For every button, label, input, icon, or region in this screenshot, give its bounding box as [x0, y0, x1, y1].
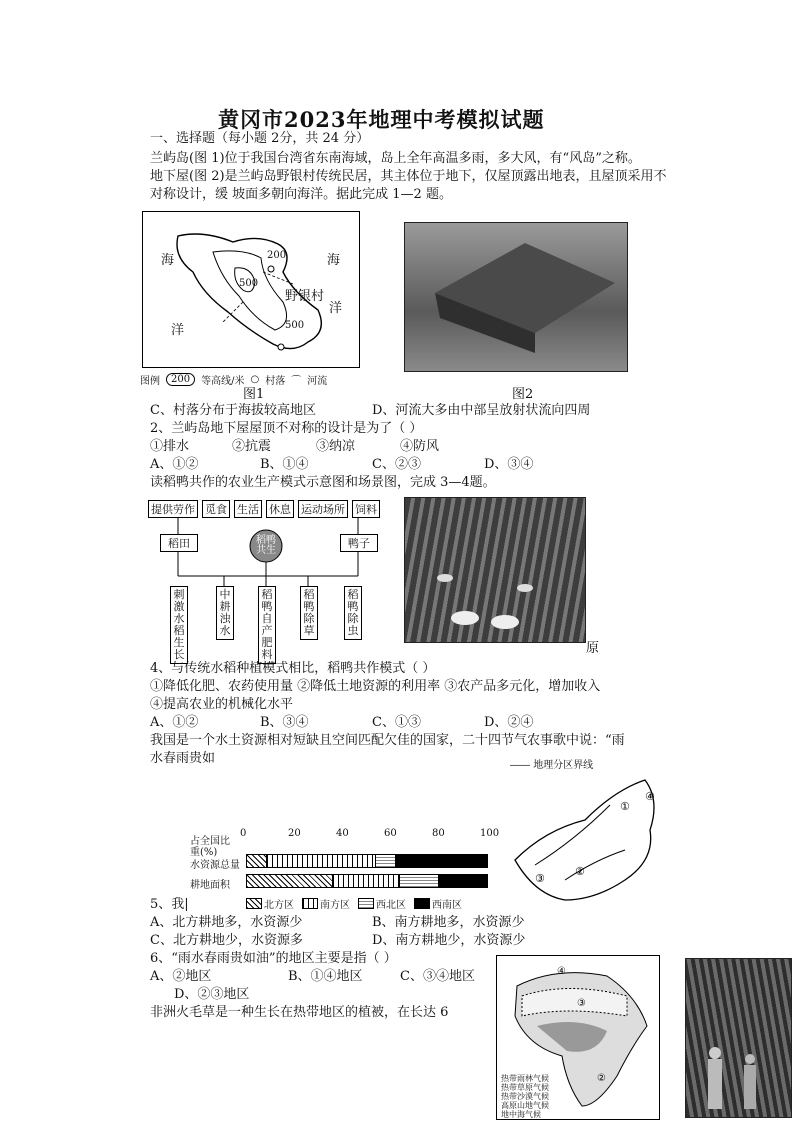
rice-duck-photo — [404, 497, 586, 643]
africa-climate-map — [496, 955, 660, 1120]
statement: ①排水 — [150, 439, 190, 454]
figure-caption: 图1 — [243, 387, 265, 402]
legend-swatch — [302, 898, 318, 909]
chart-tick-label: 80 — [432, 828, 445, 839]
flow-box: 休息 — [266, 500, 294, 518]
flow-box: 提供劳作 — [148, 500, 198, 518]
question-stem: 5、我| — [150, 897, 189, 912]
statement: ①降低化肥、农药使用量 ②降低土地资源的利用率 ③农产品多元化，增加收入 — [150, 679, 601, 694]
rice-field-box: 稻田 — [160, 534, 198, 552]
bar-segment-西南区 — [439, 875, 487, 887]
map-legend-text: 地理分区界线 — [533, 760, 594, 771]
chart-tick-label: 60 — [384, 828, 397, 839]
flow-vertical-box: 稻鸭除虫 — [344, 586, 362, 640]
cropped-text: 原 — [586, 641, 600, 656]
legend-entry — [358, 896, 406, 911]
map-legend-line: ―― 地理分区界线 — [510, 760, 594, 771]
flow-box: 运动场所 — [298, 500, 348, 518]
chart-ylabel: 占全国比重(%) — [190, 836, 230, 858]
svg-text:④: ④ — [557, 966, 566, 977]
contour-label: 500 — [239, 278, 259, 289]
intro-text: 我国是一个水土资源相对短缺且空间匹配欠佳的国家，二十四节气农事歌中说：“雨 — [150, 733, 625, 748]
option-text: C、北方耕地少，水资源多 — [150, 933, 303, 948]
legend-village-icon: ○ — [250, 374, 260, 385]
symbiosis-label: 稻鸭共生 — [256, 535, 276, 556]
china-map-svg — [505, 770, 665, 910]
legend-swatch — [246, 898, 262, 909]
legend-river-text: 河流 — [307, 376, 328, 387]
grass-photo — [685, 958, 792, 1118]
chart-tick-label: 20 — [288, 828, 301, 839]
option-text: B、③④ — [260, 715, 309, 730]
photo-sketch — [405, 223, 627, 371]
legend-label: 图例 — [140, 376, 160, 387]
chart-tick-label: 40 — [336, 828, 349, 839]
option-text: C、①③ — [372, 715, 421, 730]
option-text: D、③④ — [484, 457, 534, 472]
svg-text:③: ③ — [577, 998, 586, 1009]
flow-vertical-box: 刺激水稻生长 — [170, 586, 188, 664]
bar-segment-西北区 — [376, 855, 396, 867]
statement: ②抗震 — [232, 439, 272, 454]
flow-vertical-box: 中耕浊水 — [216, 586, 234, 640]
contour-label: 200 — [267, 250, 287, 261]
bar-segment-南方区 — [333, 875, 400, 887]
question-stem: 6、“雨水春雨贵如油”的地区主要是指（ ） — [150, 951, 397, 966]
legend-entry — [246, 896, 294, 911]
village-dot — [278, 344, 284, 350]
intro-text: 读稻鸭共作的农业生产模式示意图和场景图，完成 3—4题。 — [150, 475, 496, 490]
question-stem: 2、兰屿岛地下屋屋顶不对称的设计是为了（ ） — [150, 421, 423, 436]
chart-category-label: 耕地面积 — [190, 880, 230, 891]
option-text: A、北方耕地多，水资源少 — [150, 915, 303, 930]
legend-label: 西北区 — [376, 900, 406, 911]
legend-entry — [414, 896, 462, 911]
question-stem: 4、与传统水稻种植模式相比，稻鸭共作模式（ ） — [150, 661, 436, 676]
intro-text: 对称设计，缓 坡面多朝向海洋。据此完成 1—2 题。 — [150, 187, 452, 202]
flow-box: 饲料 — [352, 500, 380, 518]
legend-swatch — [358, 898, 374, 909]
bar-segment-西南区 — [396, 855, 487, 867]
legend-item: 热带草原气候 — [501, 1083, 549, 1092]
chart-x-ticks — [240, 828, 500, 840]
legend-entry — [302, 896, 350, 911]
sea-label: 海 — [161, 253, 175, 268]
legend-contour-text: 等高线/米 — [201, 376, 245, 387]
intro-text: 非洲火毛草是一种生长在热带地区的植被，在长达 6 — [150, 1005, 449, 1020]
svg-text:③: ③ — [535, 872, 545, 885]
bar-segment-北方区 — [247, 855, 267, 867]
bar-segment-西北区 — [400, 875, 439, 887]
legend-contour-symbol: 200 — [166, 373, 195, 386]
contour-200 — [213, 251, 287, 330]
village-dot — [268, 266, 274, 272]
chart-legend — [246, 896, 462, 911]
option-text: B、南方耕地多，水资源少 — [372, 915, 525, 930]
statement: ③纳凉 — [316, 439, 356, 454]
duck-sketch — [405, 498, 585, 642]
village-label: 野银村 — [285, 289, 325, 304]
intro-text: 水春雨贵如 — [150, 751, 216, 766]
underground-house-photo — [404, 222, 628, 372]
intro-text: 地下屋(图 2)是兰屿岛野银村传统民居，其主体位于地下，仅屋顶露出地表，且屋顶采用不 — [150, 169, 667, 184]
option-text: C、②③ — [372, 457, 421, 472]
ocean-label: 洋 — [171, 323, 185, 338]
option-text: D、南方耕地少，水资源少 — [372, 933, 526, 948]
legend-river-icon: ⌒ — [291, 376, 302, 387]
flow-box: 觅食 — [202, 500, 230, 518]
legend-swatch — [414, 898, 430, 909]
africa-legend — [501, 1074, 549, 1119]
option-text: D、河流大多由中部呈放射状流向四周 — [372, 403, 591, 418]
flow-box: 生活 — [234, 500, 262, 518]
island-map-svg — [143, 212, 359, 367]
option-text: C、村落分布于海拔较高地区 — [150, 403, 316, 418]
figure-caption: 图2 — [512, 387, 534, 402]
ocean-label: 洋 — [329, 301, 343, 316]
page-title: 黄冈市2023年地理中考模拟试题 — [218, 107, 545, 132]
rice-duck-diagram — [148, 498, 388, 661]
chart-category-label: 水资源总量 — [190, 860, 240, 871]
island-map — [142, 211, 360, 368]
chart-tick-label: 0 — [240, 828, 247, 839]
top-row — [148, 500, 380, 518]
option-text: A、①② — [150, 457, 199, 472]
map-legend — [140, 372, 327, 387]
svg-text:②: ② — [575, 865, 585, 878]
flow-vertical-box: 稻鸭自产肥料 — [258, 586, 276, 664]
bar-water — [246, 854, 488, 868]
svg-text:②: ② — [597, 1073, 606, 1084]
grass-sketch — [686, 959, 791, 1117]
bar-segment-南方区 — [267, 855, 377, 867]
sea-label: 海 — [327, 253, 341, 268]
bar-farmland — [246, 874, 488, 888]
option-text: A、①② — [150, 715, 199, 730]
contour-label: 500 — [285, 320, 305, 331]
legend-label: 西南区 — [432, 900, 462, 911]
intro-text: 兰屿岛(图 1)位于我国台湾省东南海域，岛上全年高温多雨，多大风，有“风岛”之称。 — [150, 151, 641, 166]
legend-item: 高原山地气候 — [501, 1101, 549, 1110]
option-text: C、③④地区 — [400, 969, 475, 984]
svg-text:①: ① — [620, 800, 630, 813]
option-text: D、②③地区 — [174, 987, 250, 1002]
duck-box: 鸭子 — [340, 534, 378, 552]
option-text: D、②④ — [484, 715, 534, 730]
flow-vertical-box: 稻鸭除草 — [300, 586, 318, 640]
option-text: A、②地区 — [150, 969, 212, 984]
legend-label: 南方区 — [320, 900, 350, 911]
statement: ④防风 — [400, 439, 440, 454]
china-regions-map — [505, 770, 665, 910]
bar-segment-北方区 — [247, 875, 333, 887]
legend-label: 北方区 — [264, 900, 294, 911]
resource-bar-chart — [190, 828, 500, 898]
statement: ④提高农业的机械化水平 — [150, 697, 294, 712]
chart-tick-label: 100 — [480, 828, 500, 839]
legend-item: 热带雨林气候 — [501, 1074, 549, 1083]
option-text: B、①④ — [260, 457, 309, 472]
legend-village-text: 村落 — [265, 376, 286, 387]
svg-text:④: ④ — [645, 790, 655, 803]
legend-item: 热带沙漠气候 — [501, 1092, 549, 1101]
option-text: B、①④地区 — [288, 969, 363, 984]
legend-item: 地中海气候 — [501, 1110, 541, 1119]
section-heading: 一、选择题（每小题 2分，共 24 分） — [150, 131, 370, 146]
